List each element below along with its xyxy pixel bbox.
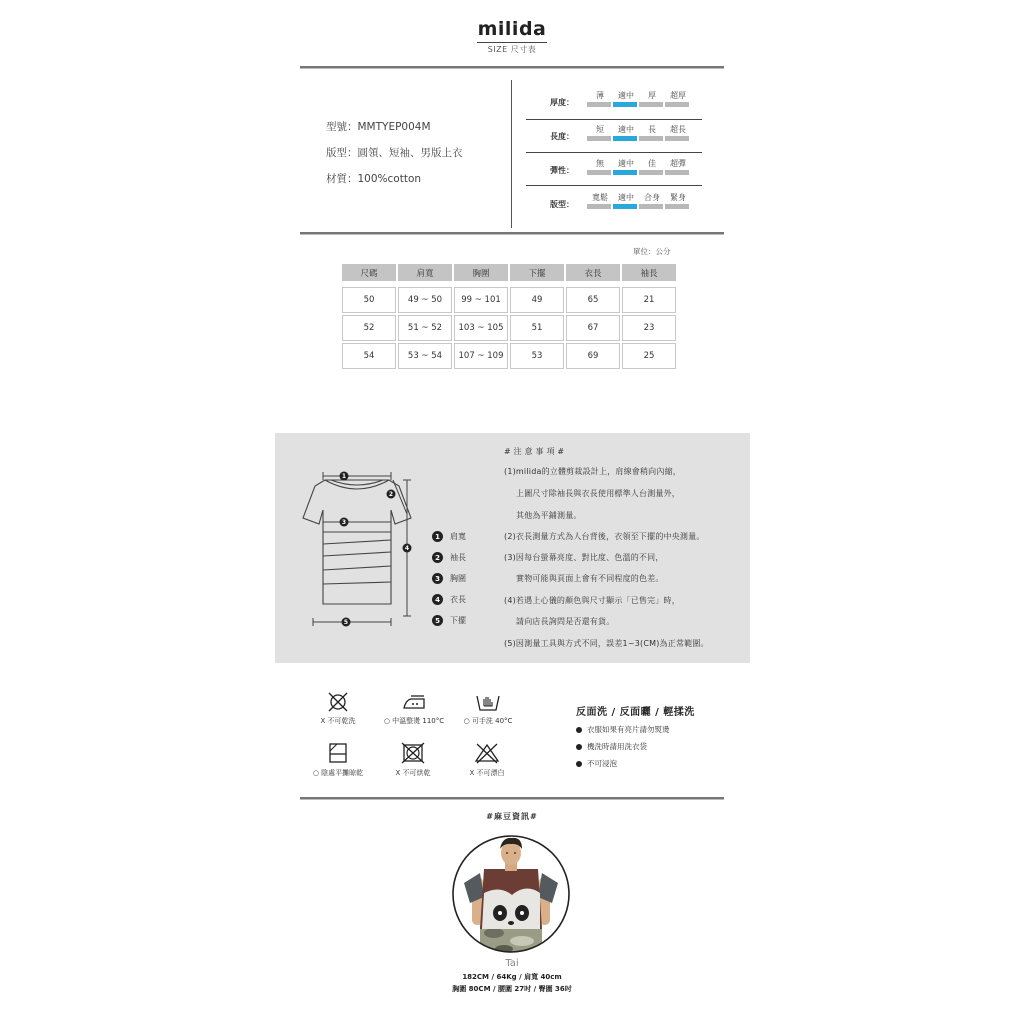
- note-line: 實物可能與頁面上會有不同程度的色差。: [516, 574, 664, 583]
- rating-option: [639, 158, 665, 175]
- care-bullet: 衣服如果有亮片請勿熨燙: [576, 724, 670, 735]
- product-material: 材質：100%cotton: [326, 173, 422, 185]
- table-cell: 21: [622, 287, 676, 313]
- marker-text: 3: [341, 519, 347, 527]
- info-divider: [511, 80, 512, 228]
- rating-divider: [526, 152, 702, 153]
- rating-label: 版型：: [550, 200, 574, 209]
- rating-option: [613, 124, 639, 141]
- legend-label: 衣長: [450, 595, 466, 604]
- note-line: 上圖尺寸除袖長與衣長使用標準人台測量外，: [516, 489, 680, 498]
- rating-option-label: 緊身: [670, 193, 686, 202]
- rating-option-label: 超厚: [670, 91, 686, 100]
- garment-diagram: [295, 466, 420, 630]
- rating-option-label: 寬鬆: [592, 193, 608, 202]
- legend-number: 4: [432, 594, 443, 605]
- unit-label: 單位：公分: [633, 247, 671, 256]
- rating-option-label: 超彈: [670, 159, 686, 168]
- rating-option: [613, 158, 639, 175]
- hand-wash-icon: [475, 692, 501, 712]
- header-cell: 胸圍: [454, 264, 508, 281]
- legend-number: 1: [432, 531, 443, 542]
- table-cell: 99 ~ 101: [454, 287, 508, 313]
- rating-option: [665, 124, 691, 141]
- table-cell: 49: [510, 287, 564, 313]
- header-cell: 下擺: [510, 264, 564, 281]
- rating-bar: [587, 170, 611, 175]
- rating-option: [665, 158, 691, 175]
- iron-medium-icon: [401, 692, 427, 712]
- note-line: (2)衣長測量方式為人台背後，衣領至下擺的中央測量。: [504, 532, 705, 541]
- legend-number: 2: [432, 552, 443, 563]
- care-no-bleach: [456, 742, 518, 778]
- rating-option: [587, 124, 613, 141]
- rating-bar-selected: [613, 204, 637, 209]
- rating-option-label: 薄: [596, 91, 604, 100]
- product-model: 型號：MMTYEP004M: [326, 121, 431, 133]
- rating-option-label: 短: [596, 125, 604, 134]
- rating-bar: [665, 170, 689, 175]
- table-cell: 51: [510, 315, 564, 341]
- legend-item: [432, 594, 466, 605]
- header-cell: 肩寬: [398, 264, 452, 281]
- note-line: 請向店長詢問是否還有貨。: [516, 617, 615, 626]
- care-bullet: 不可浸泡: [576, 758, 617, 769]
- rating-bar: [587, 204, 611, 209]
- model-photo: [450, 833, 572, 955]
- note-line: (5)因測量工具與方式不同，誤差1~3(CM)為正常範圍。: [504, 639, 709, 648]
- rating-row: [526, 156, 702, 186]
- table-cell: 50: [342, 287, 396, 313]
- rating-bar: [665, 136, 689, 141]
- rating-option-label: 長: [648, 125, 656, 134]
- rating-option-label: 厚: [648, 91, 656, 100]
- rating-bar: [639, 204, 663, 209]
- rating-bar: [665, 204, 689, 209]
- rating-option-label: 無: [596, 159, 604, 168]
- care-label: X 不可烘乾: [395, 769, 431, 777]
- marker-text: 1: [341, 473, 347, 481]
- legend-label: 下擺: [450, 616, 466, 625]
- table-cell: 67: [566, 315, 620, 341]
- rating-bar-selected: [613, 102, 637, 107]
- care-label: X 不可乾洗: [320, 717, 356, 725]
- rating-option-label: 合身: [644, 193, 660, 202]
- marker-text: 4: [404, 545, 410, 553]
- table-cell: 49 ~ 50: [398, 287, 452, 313]
- table-cell: 103 ~ 105: [454, 315, 508, 341]
- rating-bar: [639, 102, 663, 107]
- care-label: X 不可漂白: [469, 769, 505, 777]
- note-line: (3)因每台螢幕亮度、對比度、色溫的不同，: [504, 553, 664, 562]
- care-shade-dry: [302, 742, 374, 778]
- table-cell: 52: [342, 315, 396, 341]
- header-cell: 尺碼: [342, 264, 396, 281]
- product-style: 版型：圓領、短袖、男版上衣: [326, 147, 463, 159]
- care-no-tumble-dry: [382, 742, 444, 778]
- table-cell: 23: [622, 315, 676, 341]
- table-cell: 53: [510, 343, 564, 369]
- rating-option: [587, 90, 613, 107]
- legend-label: 胸圍: [450, 574, 466, 583]
- header-cell: 衣長: [566, 264, 620, 281]
- rating-option: [613, 192, 639, 209]
- marker-text: 2: [388, 491, 394, 499]
- notes-title: # 注 意 事 項 #: [504, 447, 565, 456]
- table-row: [342, 343, 676, 369]
- brand-underline: [477, 42, 547, 43]
- care-bullet: 機洗時請用洗衣袋: [576, 741, 647, 752]
- rating-divider: [526, 119, 702, 120]
- divider-top: [300, 66, 724, 69]
- shade-dry-icon: [328, 742, 348, 764]
- table-cell: 54: [342, 343, 396, 369]
- model-section-title: #麻豆資訊#: [486, 812, 538, 821]
- model-stats-line: 182CM / 64Kg / 肩寬 40cm: [462, 973, 562, 981]
- rating-option: [613, 90, 639, 107]
- rating-label: 長度：: [550, 132, 574, 141]
- rating-option: [639, 192, 665, 209]
- brand-logo: milida: [477, 18, 547, 40]
- legend-label: 肩寬: [450, 532, 466, 541]
- table-row: [342, 287, 676, 313]
- legend-number: 3: [432, 573, 443, 584]
- table-cell: 65: [566, 287, 620, 313]
- legend-item: [432, 573, 466, 584]
- table-cell: 51 ~ 52: [398, 315, 452, 341]
- care-label: ○ 中溫整燙 110°C: [383, 717, 445, 725]
- care-iron: [374, 692, 454, 726]
- model-stats-line: 胸圍 80CM / 腰圍 27吋 / 臀圍 36吋: [452, 985, 572, 993]
- divider-info: [300, 232, 724, 235]
- rating-option-label: 適中: [618, 91, 634, 100]
- rating-option-label: 適中: [618, 125, 634, 134]
- care-label: ○ 可手洗 40°C: [463, 717, 513, 725]
- rating-label: 厚度：: [550, 98, 574, 107]
- rating-bar: [665, 102, 689, 107]
- care-no-dry-clean: [306, 692, 370, 726]
- rating-option-label: 超長: [670, 125, 686, 134]
- rating-bar: [639, 170, 663, 175]
- care-label: ○ 陰處平攤晾乾: [312, 769, 364, 777]
- rating-label: 彈性：: [550, 166, 574, 175]
- rating-option: [665, 90, 691, 107]
- wash-instructions-title: 反面洗 / 反面曬 / 輕揉洗: [576, 707, 695, 718]
- legend-label: 袖長: [450, 553, 466, 562]
- no-tumble-dry-icon: [401, 742, 425, 764]
- rating-option-label: 適中: [618, 159, 634, 168]
- legend-number: 5: [432, 615, 443, 626]
- legend-item: [432, 552, 466, 563]
- rating-bar: [587, 102, 611, 107]
- table-cell: 53 ~ 54: [398, 343, 452, 369]
- rating-row: [526, 88, 702, 118]
- no-dry-clean-icon: [327, 692, 349, 712]
- rating-divider: [526, 185, 702, 186]
- rating-option-label: 適中: [618, 193, 634, 202]
- rating-option: [587, 192, 613, 209]
- rating-bar: [587, 136, 611, 141]
- header-cell: 袖長: [622, 264, 676, 281]
- rating-row: [526, 190, 702, 220]
- size-table: [340, 262, 678, 371]
- table-cell: 107 ~ 109: [454, 343, 508, 369]
- rating-bar-selected: [613, 136, 637, 141]
- care-hand-wash: [455, 692, 521, 726]
- legend-item: [432, 531, 466, 542]
- rating-option: [587, 158, 613, 175]
- model-name: Tai: [505, 958, 519, 969]
- rating-bar: [639, 136, 663, 141]
- rating-option: [639, 90, 665, 107]
- note-line: (4)若遇上心儀的顏色與尺寸顯示「已售完」時，: [504, 596, 680, 605]
- table-cell: 69: [566, 343, 620, 369]
- divider-care: [300, 797, 724, 800]
- marker-text: 5: [343, 619, 349, 627]
- table-cell: 25: [622, 343, 676, 369]
- note-line: 其他為平鋪測量。: [516, 511, 582, 520]
- rating-option-label: 佳: [648, 159, 656, 168]
- legend-item: [432, 615, 466, 626]
- page-subtitle: SIZE 尺寸表: [487, 45, 537, 54]
- size-table-header: [342, 264, 676, 281]
- note-line: (1)milida的立體剪裁設計上，肩線會稍向內縮，: [504, 467, 681, 476]
- rating-option: [639, 124, 665, 141]
- no-bleach-icon: [474, 742, 500, 764]
- rating-bar-selected: [613, 170, 637, 175]
- rating-row: [526, 122, 702, 152]
- table-row: [342, 315, 676, 341]
- rating-option: [665, 192, 691, 209]
